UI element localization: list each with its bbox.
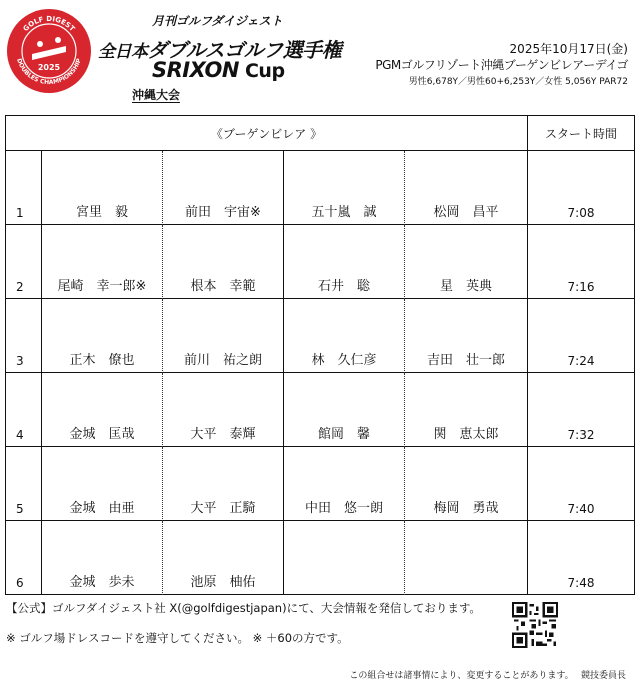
dress-code-notice: ※ ゴルフ場ドレスコードを遵守してください。 ※ ＋60の方です。 bbox=[6, 631, 349, 645]
player-name: 池原 柚佑 bbox=[163, 521, 284, 595]
start-time: 7:32 bbox=[567, 428, 595, 442]
change-notice: この組合せは諸事情により、変更することがあります。 競技委員長 bbox=[349, 671, 626, 681]
player-name: 根本 幸範 bbox=[163, 225, 284, 299]
player-name: 松岡 昌平 bbox=[405, 151, 528, 225]
player-name: 金城 由亜 bbox=[42, 447, 163, 521]
group-number: 4 bbox=[6, 373, 42, 447]
sponsor-name: SRIXON bbox=[152, 58, 239, 82]
player-name: 大平 泰輝 bbox=[163, 373, 284, 447]
player-name: 林 久仁彦 bbox=[284, 299, 405, 373]
championship-logo bbox=[6, 8, 92, 94]
player-name: 大平 正騎 bbox=[163, 447, 284, 521]
player-name: 関 恵太郎 bbox=[405, 373, 528, 447]
player-name: 梅岡 勇哉 bbox=[405, 447, 528, 521]
group-number: 5 bbox=[6, 447, 42, 521]
yardage-info: 男性6,678Y／男性60+6,253Y／女性 5,056Y PAR72 bbox=[408, 77, 628, 87]
sponsor-logo bbox=[152, 58, 285, 82]
start-time: 7:24 bbox=[567, 354, 595, 368]
table-row bbox=[6, 521, 634, 595]
player-name: 前田 宇宙※ bbox=[163, 151, 284, 225]
logo-year: 2025 bbox=[37, 63, 61, 72]
group-number: 1 bbox=[6, 151, 42, 225]
start-time: 7:08 bbox=[567, 206, 595, 220]
table-row bbox=[6, 151, 634, 225]
start-time: 7:16 bbox=[567, 280, 595, 294]
table-row bbox=[6, 447, 634, 521]
player-name: 石井 聡 bbox=[284, 225, 405, 299]
player-name: 前川 祐之朗 bbox=[163, 299, 284, 373]
player-name: 宮里 毅 bbox=[42, 151, 163, 225]
event-date: 2025年10月17日(金) bbox=[509, 42, 628, 56]
magazine-name: 月刊ゴルフダイジェスト bbox=[152, 14, 283, 28]
table-row bbox=[6, 299, 634, 373]
player-name bbox=[284, 521, 405, 595]
sponsor-cup: Cup bbox=[244, 60, 285, 82]
venue-name: PGMゴルフリゾート沖縄ブーゲンビレアーデイゴ bbox=[375, 58, 628, 72]
group-number: 3 bbox=[6, 299, 42, 373]
player-name: 金城 歩未 bbox=[42, 521, 163, 595]
start-time: 7:40 bbox=[567, 502, 595, 516]
player-name: 正木 僚也 bbox=[42, 299, 163, 373]
time-header: スタート時間 bbox=[528, 116, 634, 151]
title-prefix: 全日本 bbox=[98, 42, 148, 62]
group-number: 2 bbox=[6, 225, 42, 299]
qr-code-icon[interactable] bbox=[512, 602, 558, 648]
table-row bbox=[6, 373, 634, 447]
table-row bbox=[6, 225, 634, 299]
course-header: 《ブーゲンビレア 》 bbox=[6, 116, 528, 151]
svg-text:GOLF DIGEST: GOLF DIGEST bbox=[21, 14, 77, 34]
player-name: 星 英典 bbox=[405, 225, 528, 299]
region-title: 沖縄大会 bbox=[132, 88, 181, 102]
pairing-table bbox=[5, 115, 635, 595]
player-name: 館岡 馨 bbox=[284, 373, 405, 447]
player-name: 吉田 壮一郎 bbox=[405, 299, 528, 373]
player-name bbox=[405, 521, 528, 595]
title-main: ダブルスゴルフ選手権 bbox=[147, 38, 342, 62]
group-number: 6 bbox=[6, 521, 42, 595]
player-name: 尾崎 幸一郎※ bbox=[42, 225, 163, 299]
official-x-notice: 【公式】ゴルフダイジェスト社 X(@golfdigestjapan)にて、大会情報を発信しております。 bbox=[6, 601, 481, 615]
player-name: 中田 悠一朗 bbox=[284, 447, 405, 521]
player-name: 金城 匡哉 bbox=[42, 373, 163, 447]
svg-text:DOUBLES CHAMPIONSHIP: DOUBLES CHAMPIONSHIP bbox=[15, 57, 83, 87]
player-name: 五十嵐 誠 bbox=[284, 151, 405, 225]
start-time: 7:48 bbox=[567, 576, 595, 590]
